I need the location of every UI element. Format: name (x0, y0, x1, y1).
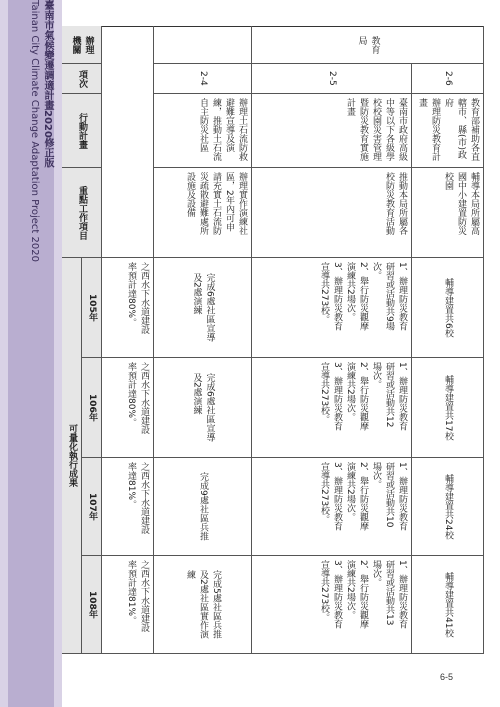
row-2-6-y108: 輔導建置共41校 (412, 556, 484, 654)
row-2-4-item: 2-4 (154, 64, 252, 94)
continued-y108: 之西水下水道建設 率預計達81%。 (102, 556, 154, 654)
row-2-6-y105: 輔導建置共6校 (412, 258, 484, 358)
header-y106: 106年 (82, 358, 102, 458)
row-2-5-work: 推動本局所屬各 校防災教育活動 (252, 168, 412, 258)
continued-y105: 之西水下水道建設 率預計達80%。 (102, 258, 154, 358)
row-2-5-plan: 臺南市政府高級 中等以下各級學 校校園災害管理 暨防災教育實施 計畫 (252, 94, 412, 168)
header-agency: 辦理 機關 (62, 26, 102, 64)
agency-education-bureau: 教育 局 (252, 26, 484, 64)
row-2-5-y105: 1、辦理防災教育 研習或活動共9場 次。 2、舉行防災觀摩 演練共2場次。 3、辦理防災教育 宣導共273校。 (252, 258, 412, 358)
document-header (18, 0, 54, 707)
row-2-6-work: 輔導本局所屬高 國中小建置防災 校園 (412, 168, 484, 258)
row-2-6-item: 2-6 (412, 64, 484, 94)
row-2-6-y106: 輔導建置共17校 (412, 358, 484, 458)
header-y107: 107年 (82, 458, 102, 556)
row-2-4-y106: 完成6處社區宣導 及2處演練 (154, 358, 252, 458)
header-y108: 108年 (82, 556, 102, 654)
row-2-4-y108: 完成5處社區兵推 及2處社區實作演 練 (154, 556, 252, 654)
row-2-6-plan: 教育部補助各直 轄市、縣(市)政府 辦理防災教育計 畫 (412, 94, 484, 168)
header-title-en: Tainan City Climate Change Adaptation Project 2020 (29, 0, 40, 262)
row-2-4-plan: 辦理土石流防救 避難宣導及演 練，推動土石流 自主防災社區 (154, 94, 252, 168)
row-2-6-y107: 輔導建置共24校 (412, 458, 484, 556)
row-2-5-y106: 1、辦理防災教育 研習或活動共12 場次。 2、舉行防災觀摩 演練共2場次。 3、辦理防災教育 宣導共273校。 (252, 358, 412, 458)
continued-y106: 之西水下水道建設 率預計達80%。 (102, 358, 154, 458)
row-2-5-y107: 1、辦理防災教育 研習或活動共10 場次。 2、舉行防災觀摩 演練共2場次。 3、辦理防災教育 宣導共273校。 (252, 458, 412, 556)
header-plan: 行動計畫 (62, 94, 102, 168)
header-item: 項次 (62, 64, 102, 94)
continued-row-blank (102, 26, 154, 258)
row-2-5-y108: 1、辦理防災教育 研習或活動共13 場次。 2、舉行防災觀摩 演練共2場次。 3、辦理防災教育 宣導共273校。 (252, 556, 412, 654)
row-2-5-item: 2-5 (252, 64, 412, 94)
row-2-4-y107: 完成9處社區兵推 (154, 458, 252, 556)
page-number: 6-5 (440, 672, 454, 682)
header-results: 可量化執行成果 (62, 258, 82, 654)
header-work: 重點工作項目 (62, 168, 102, 258)
row-2-4-work: 辦理實作演練社 區，2年內可申 請充實土石流防 災疏散避難處所 設施及設備 (154, 168, 252, 258)
header-y105: 105年 (82, 258, 102, 358)
continued-y107: 之西水下水道建設 率達81%。 (102, 458, 154, 556)
row-2-4-y105: 完成6處社區宣導 及2處演練 (154, 258, 252, 358)
side-strip (0, 0, 62, 707)
header-title-zh: 臺南市氣候變遷調適計畫2020修正版 (42, 0, 53, 168)
results-table (62, 26, 484, 654)
row-2-4-agency (154, 26, 252, 64)
